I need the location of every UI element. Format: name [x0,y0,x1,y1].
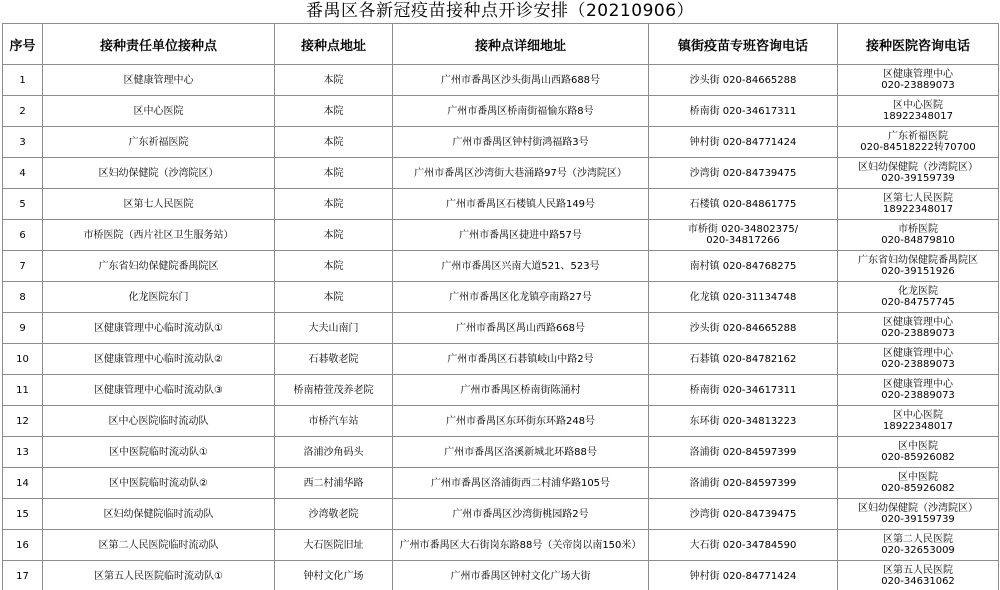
row-seq-cell: 17 [3,561,43,590]
row-address-cell: 广州市番禺区桥南街福愉东路8号 [393,96,649,127]
hospital-phone-number: 020-39151926 [881,266,955,277]
hospital-phone-number: 18922348017 [883,111,953,122]
hospital-name: 广东省妇幼保健院番禺院区 [858,255,978,266]
column-header-town-phone: 镇街疫苗专班咨询电话 [649,24,838,65]
hospital-phone-number: 020-39159739 [881,514,955,525]
row-town-phone-cell: 钟村街 020-84771424 [649,127,838,158]
row-seq-cell: 1 [3,65,43,96]
row-seq-cell: 7 [3,251,43,282]
hospital-name: 区第五人民医院 [883,565,953,576]
row-hospital-phone-cell [838,127,999,158]
row-town-phone-cell: 钟村街 020-84771424 [649,561,838,590]
table-row [3,375,999,406]
row-hospital-phone-cell [838,189,999,220]
table-row [3,344,999,375]
row-hospital-phone-cell [838,468,999,499]
hospital-phone-number: 18922348017 [883,204,953,215]
hospital-name: 广东祈福医院 [888,131,948,142]
row-unit-cell: 区中心医院临时流动队 [43,406,275,437]
hospital-phone-number: 020-23889073 [881,328,955,339]
hospital-phone-number: 020-84879810 [881,235,955,246]
row-address-cell: 广州市番禺区桥南街陈涌村 [393,375,649,406]
hospital-phone-number: 18922348017 [883,421,953,432]
row-town-phone-cell: 桥南街 020-34617311 [649,375,838,406]
table-row [3,437,999,468]
row-unit-cell: 区妇幼保健院临时流动队 [43,499,275,530]
row-unit-cell: 区中医院临时流动队② [43,468,275,499]
row-town-phone-cell: 洛浦街 020-84597399 [649,437,838,468]
row-seq-cell: 13 [3,437,43,468]
row-site-cell: 本院 [275,189,393,220]
row-site-cell: 桥南椿萱茂养老院 [275,375,393,406]
row-unit-cell: 广东省妇幼保健院番禺院区 [43,251,275,282]
row-address-cell: 广州市番禺区兴南大道521、523号 [393,251,649,282]
hospital-name: 区健康管理中心 [883,379,953,390]
row-address-cell: 广州市番禺区东环街东环路248号 [393,406,649,437]
hospital-name: 区中医院 [898,441,938,452]
page-title: 番禺区各新冠疫苗接种点开诊安排（20210906） [305,1,695,21]
row-address-cell: 广州市番禺区沙头街禺山西路688号 [393,65,649,96]
row-address-cell: 广州市番禺区石楼镇人民路149号 [393,189,649,220]
row-address-cell: 广州市番禺区大石街岗东路88号（关帝岗以南150米） [393,530,649,561]
row-unit-cell: 区健康管理中心临时流动队② [43,344,275,375]
row-site-cell: 本院 [275,127,393,158]
row-hospital-phone-cell [838,313,999,344]
hospital-name: 区健康管理中心 [883,69,953,80]
table-row [3,65,999,96]
row-unit-cell: 广东祈福医院 [43,127,275,158]
hospital-phone-number: 020-85926082 [881,452,955,463]
row-site-cell: 本院 [275,282,393,313]
column-header-site: 接种点地址 [275,24,393,65]
row-town-phone-cell: 东环街 020-34813223 [649,406,838,437]
row-site-cell: 钟村文化广场 [275,561,393,590]
row-hospital-phone-cell [838,251,999,282]
row-hospital-phone-cell [838,406,999,437]
hospital-name: 区妇幼保健院（沙湾院区） [858,162,978,173]
hospital-name: 区第二人民医院 [883,534,953,545]
vaccination-schedule-table [2,23,999,590]
row-hospital-phone-cell [838,282,999,313]
table-row [3,313,999,344]
table-row [3,282,999,313]
column-header-unit: 接种责任单位接种点 [43,24,275,65]
row-site-cell: 本院 [275,158,393,189]
row-hospital-phone-cell [838,530,999,561]
column-header-address: 接种点详细地址 [393,24,649,65]
hospital-name: 区中心医院 [893,100,943,111]
row-site-cell: 市桥汽车站 [275,406,393,437]
column-header-hospital-phone: 接种医院咨询电话 [838,24,999,65]
table-row [3,189,999,220]
row-unit-cell: 区中心医院 [43,96,275,127]
row-site-cell: 本院 [275,220,393,251]
hospital-name: 区妇幼保健院（沙湾院区） [858,503,978,514]
hospital-name: 区健康管理中心 [883,317,953,328]
row-seq-cell: 10 [3,344,43,375]
row-address-cell: 广州市番禺区洛浦街西二村浦华路105号 [393,468,649,499]
table-body [3,65,999,590]
row-address-cell: 广州市番禺区钟村文化广场大街 [393,561,649,590]
row-hospital-phone-cell [838,220,999,251]
table-row [3,406,999,437]
row-seq-cell: 11 [3,375,43,406]
row-address-cell: 广州市番禺区洛溪新城北环路88号 [393,437,649,468]
table-row [3,499,999,530]
row-site-cell: 沙湾敬老院 [275,499,393,530]
row-unit-cell: 区第七人民医院 [43,189,275,220]
row-hospital-phone-cell [838,437,999,468]
hospital-phone-number: 020-34631062 [881,576,955,587]
hospital-phone-number: 020-23889073 [881,359,955,370]
row-seq-cell: 16 [3,530,43,561]
row-seq-cell: 15 [3,499,43,530]
hospital-phone-number: 020-23889073 [881,80,955,91]
row-town-phone-cell: 沙湾街 020-84739475 [649,158,838,189]
row-hospital-phone-cell [838,561,999,590]
row-address-cell: 广州市番禺区沙湾街大巷涌路97号（沙湾院区） [393,158,649,189]
table-row [3,530,999,561]
table-row [3,468,999,499]
row-unit-cell: 化龙医院东门 [43,282,275,313]
row-town-phone-cell: 石楼镇 020-84861775 [649,189,838,220]
row-site-cell: 本院 [275,65,393,96]
row-town-phone-cell: 沙头街 020-84665288 [649,313,838,344]
table-row [3,220,999,251]
row-hospital-phone-cell [838,375,999,406]
table-row [3,561,999,590]
row-site-cell: 西二村浦华路 [275,468,393,499]
town-phone-line-2: 020-34817266 [706,235,780,246]
row-seq-cell: 2 [3,96,43,127]
hospital-phone-number: 020-84757745 [881,297,955,308]
row-address-cell: 广州市番禺区钟村街鸿福路3号 [393,127,649,158]
hospital-phone-number: 020-84518222转70700 [860,142,976,153]
hospital-phone-number: 020-23889073 [881,390,955,401]
hospital-name: 区中医院 [898,472,938,483]
row-site-cell: 本院 [275,96,393,127]
row-hospital-phone-cell [838,96,999,127]
row-site-cell: 本院 [275,251,393,282]
row-site-cell: 洛浦沙角码头 [275,437,393,468]
hospital-name: 区中心医院 [893,410,943,421]
row-unit-cell: 区健康管理中心临时流动队③ [43,375,275,406]
row-seq-cell: 4 [3,158,43,189]
row-address-cell: 广州市番禺区化龙镇亭南路27号 [393,282,649,313]
table-row [3,158,999,189]
row-seq-cell: 3 [3,127,43,158]
table-row [3,96,999,127]
row-town-phone-cell: 化龙镇 020-31134748 [649,282,838,313]
row-site-cell: 大石医院旧址 [275,530,393,561]
hospital-phone-number: 020-32653009 [881,545,955,556]
table-row [3,127,999,158]
row-town-phone-cell: 洛浦街 020-84597399 [649,468,838,499]
row-seq-cell: 6 [3,220,43,251]
row-site-cell: 大夫山南门 [275,313,393,344]
row-address-cell: 广州市番禺区沙湾街桃园路2号 [393,499,649,530]
row-address-cell: 广州市番禺区禺山西路668号 [393,313,649,344]
row-town-phone-cell: 大石街 020-34784590 [649,530,838,561]
row-town-phone-cell [649,220,838,251]
row-seq-cell: 5 [3,189,43,220]
row-site-cell: 石碁敬老院 [275,344,393,375]
row-town-phone-cell: 石碁镇 020-84782162 [649,344,838,375]
row-seq-cell: 8 [3,282,43,313]
hospital-name: 区健康管理中心 [883,348,953,359]
hospital-name: 区第七人民医院 [883,193,953,204]
hospital-phone-number: 020-39159739 [881,173,955,184]
row-town-phone-cell: 沙头街 020-84665288 [649,65,838,96]
row-town-phone-cell: 桥南街 020-34617311 [649,96,838,127]
row-unit-cell: 区健康管理中心临时流动队① [43,313,275,344]
table-header-row [3,24,999,65]
row-unit-cell: 区健康管理中心 [43,65,275,96]
hospital-name: 化龙医院 [898,286,938,297]
row-seq-cell: 14 [3,468,43,499]
row-hospital-phone-cell [838,344,999,375]
town-phone-line-1: 市桥街 020-34802375/ [687,224,799,235]
hospital-name: 市桥医院 [898,224,938,235]
row-hospital-phone-cell [838,65,999,96]
row-unit-cell: 区第二人民医院临时流动队 [43,530,275,561]
column-header-seq: 序号 [3,24,43,65]
row-unit-cell: 区妇幼保健院（沙湾院区） [43,158,275,189]
row-seq-cell: 9 [3,313,43,344]
table-row [3,251,999,282]
row-unit-cell: 区第五人民医院临时流动队① [43,561,275,590]
row-hospital-phone-cell [838,158,999,189]
row-town-phone-cell: 沙湾街 020-84739475 [649,499,838,530]
row-address-cell: 广州市番禺区石碁镇岐山中路2号 [393,344,649,375]
row-unit-cell: 市桥医院（西片社区卫生服务站） [43,220,275,251]
row-unit-cell: 区中医院临时流动队① [43,437,275,468]
row-address-cell: 广州市番禺区捷进中路57号 [393,220,649,251]
row-town-phone-cell: 南村镇 020-84768275 [649,251,838,282]
row-seq-cell: 12 [3,406,43,437]
row-hospital-phone-cell [838,499,999,530]
hospital-phone-number: 020-85926082 [881,483,955,494]
